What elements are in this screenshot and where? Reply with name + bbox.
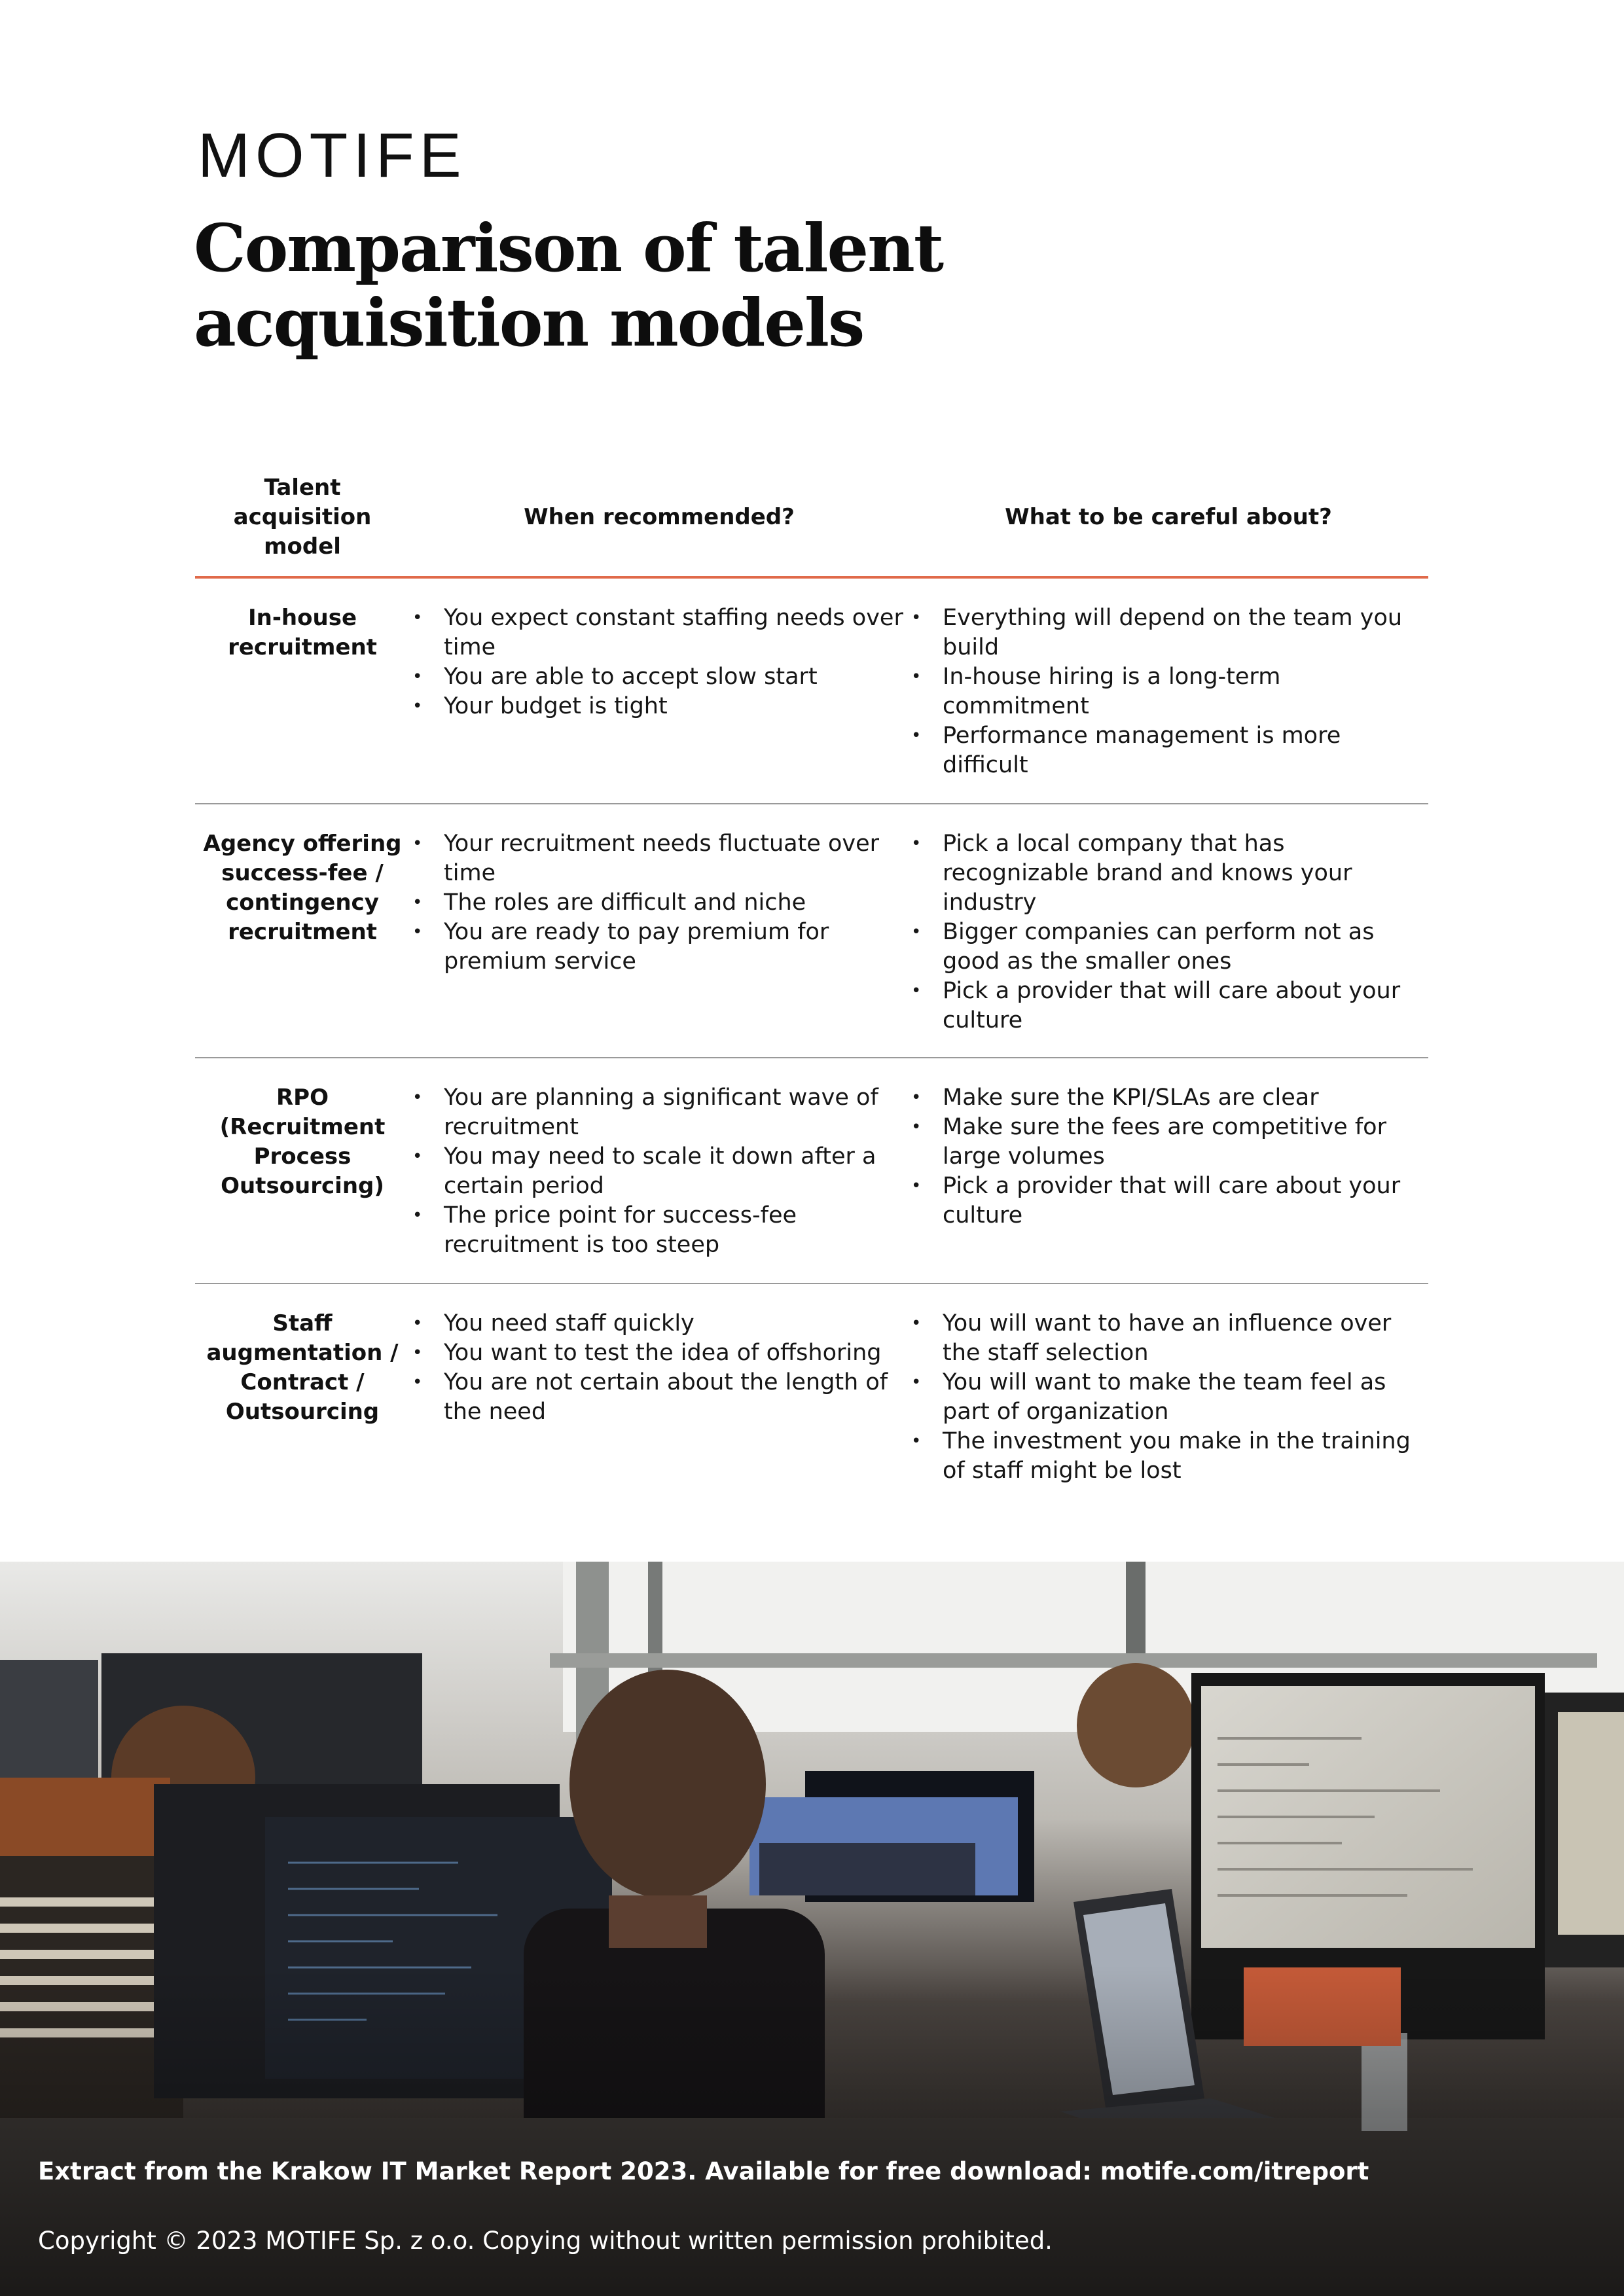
list-item: • The roles are difficult and niche — [410, 888, 909, 918]
list-item: • You expect constant staffing needs over time — [410, 603, 909, 662]
row-model: Agency offering success-fee / contingency recruitment — [203, 831, 402, 945]
when-cell — [410, 829, 909, 1057]
list-item: • Pick a local company that has recognizable brand and knows your industry — [909, 829, 1428, 918]
list-item: • Performance management is more difficult — [909, 721, 1428, 780]
list-item: • Make sure the fees are competitive for large volumes — [909, 1113, 1428, 1172]
header-careful-about: What to be careful about? — [1005, 503, 1332, 530]
list-item: • You are able to accept slow start — [410, 662, 909, 692]
footer-copyright: Copyright © 2023 MOTIFE Sp. z o.o. Copying without written permission prohibited. — [38, 2227, 1053, 2255]
list-item: • You will want to have an influence over the staff selection — [909, 1309, 1428, 1368]
list-item: • You may need to scale it down after a certain period — [410, 1142, 909, 1201]
table-row — [195, 804, 1428, 1058]
list-item: • Pick a provider that will care about your culture — [909, 977, 1428, 1035]
careful-cell — [909, 1309, 1428, 1510]
careful-cell — [909, 1083, 1428, 1283]
list-item: • You are not certain about the length of the need — [410, 1368, 909, 1427]
comparison-table — [195, 458, 1428, 1510]
list-item: • You want to test the idea of offshoring — [410, 1338, 909, 1368]
row-model: RPO (Recruitment Process Outsourcing) — [219, 1085, 386, 1199]
list-item: • Everything will depend on the team you build — [909, 603, 1428, 662]
list-item: • You are planning a significant wave of recruitment — [410, 1083, 909, 1142]
list-item: • In-house hiring is a long-term commitment — [909, 662, 1428, 721]
list-item: • Pick a provider that will care about your culture — [909, 1172, 1428, 1230]
list-item: • Make sure the KPI/SLAs are clear — [909, 1083, 1428, 1113]
when-cell — [410, 1309, 909, 1510]
row-model: In-house recruitment — [228, 605, 377, 660]
list-item: • Your recruitment needs fluctuate over time — [410, 829, 909, 888]
footer-extract: Extract from the Krakow IT Market Report 2023. Available for free download: motife.com/itreport — [38, 2157, 1369, 2185]
table-row — [195, 1058, 1428, 1284]
row-model: Staff augmentation / Contract / Outsourcing — [206, 1310, 399, 1425]
careful-cell — [909, 829, 1428, 1057]
page-title: Comparison of talent acquisition models — [194, 209, 943, 361]
list-item: • Bigger companies can perform not as good as the smaller ones — [909, 918, 1428, 977]
list-item: • You need staff quickly — [410, 1309, 909, 1338]
when-cell — [410, 1083, 909, 1283]
office-photo — [0, 1562, 1624, 2296]
list-item: • You are ready to pay premium for premium service — [410, 918, 909, 977]
list-item: • Your budget is tight — [410, 692, 909, 721]
motife-logo: MOTIFE — [198, 120, 467, 190]
list-item: • You will want to make the team feel as part of organization — [909, 1368, 1428, 1427]
table-header — [195, 458, 1428, 579]
table-row — [195, 579, 1428, 804]
list-item: • The investment you make in the training of staff might be lost — [909, 1427, 1428, 1486]
list-item: • The price point for success-fee recruitment is too steep — [410, 1201, 909, 1260]
careful-cell — [909, 603, 1428, 803]
when-cell — [410, 603, 909, 803]
header-model: Talent acquisition model — [233, 474, 372, 560]
header-when-recommended: When recommended? — [524, 503, 795, 530]
table-row — [195, 1284, 1428, 1510]
